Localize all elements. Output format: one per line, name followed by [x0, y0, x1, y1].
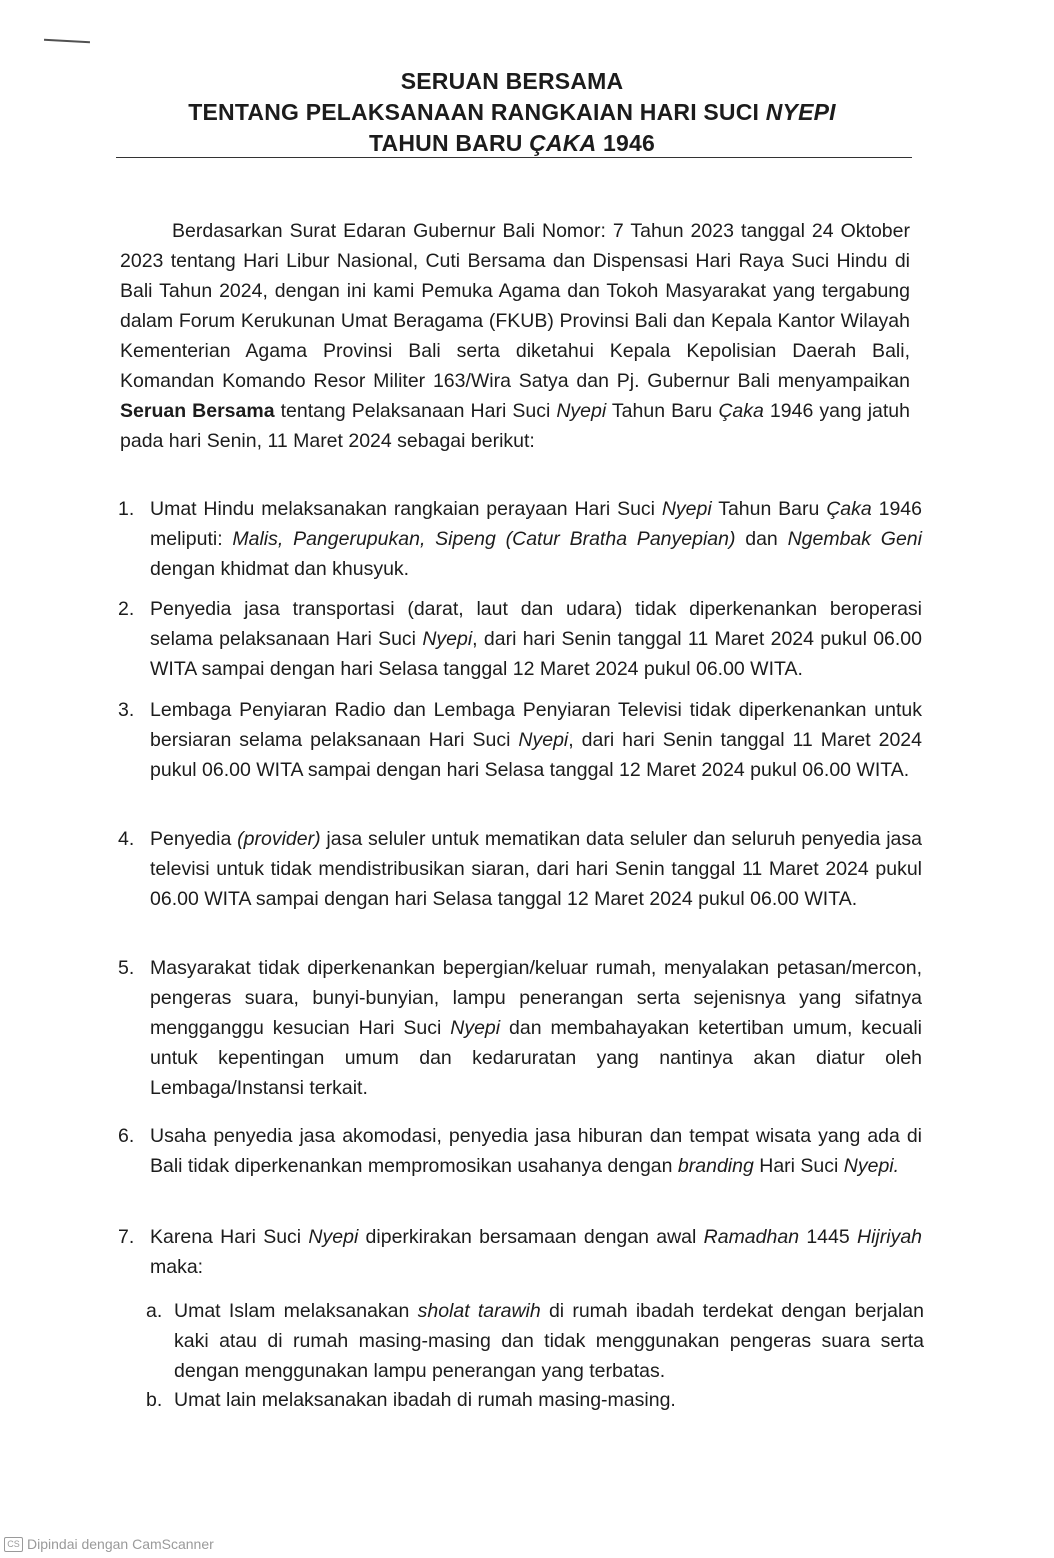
sub-item-text: Umat Islam melaksanakan sholat tarawih di rumah ibadah terdekat dengan berjalan kaki atau di rumah masing-masing dan tidak menggunakan pengeras suara serta dengan menggunakan lampu penerangan yang terbatas.: [174, 1300, 924, 1382]
title-line-3: TAHUN BARU ÇAKA 1946: [368, 130, 655, 156]
list-number: 2.: [118, 598, 135, 620]
scan-pen-mark: [44, 39, 90, 43]
list-text: Lembaga Penyiaran Radio dan Lembaga Penyiaran Televisi tidak diperkenankan untuk bersiaran selama pelaksanaan Hari Suci Nyepi, dari hari Senin tanggal 11 Maret 2024 pukul 06.00 WITA sampai dengan hari Selasa tanggal 12 Maret 2024 pukul 06.00 WITA.: [150, 699, 922, 781]
scanner-watermark: [4, 1536, 214, 1552]
list-text: Masyarakat tidak diperkenankan bepergian/keluar rumah, menyalakan petasan/mercon, pengeras suara, bunyi-bunyian, lampu penerangan serta sejenisnya yang sifatnya mengganggu kesucian Hari Suci Nyepi dan membahayakan ketertiban umum, kecuali untuk kepentingan umum dan kedaruratan yang nantinya akan diatur oleh Lembaga/Instansi terkait.: [150, 957, 922, 1099]
list-number: 3.: [118, 699, 135, 721]
list-item-5: [110, 953, 922, 1103]
list-text: Karena Hari Suci Nyepi diperkirakan bersamaan dengan awal Ramadhan 1445 Hijriyah maka:: [150, 1226, 923, 1278]
list-item-6: [110, 1121, 922, 1181]
list-text: Umat Hindu melaksanakan rangkaian perayaan Hari Suci Nyepi Tahun Baru Çaka 1946 meliputi: Malis, Pangerupukan, Sipeng (Catur Bratha Panyepian) dan Ngembak Geni dengan khidmat dan khusyuk.: [150, 498, 922, 580]
list-number: 1.: [118, 498, 135, 520]
list-text: Usaha penyedia jasa akomodasi, penyedia jasa hiburan dan tempat wisata yang ada di Bali tidak diperkenankan mempromosikan usahanya dengan branding Hari Suci Nyepi.: [150, 1125, 922, 1177]
intro-paragraph: Berdasarkan Surat Edaran Gubernur Bali Nomor: 7 Tahun 2023 tanggal 24 Oktober 2023 tentang Hari Libur Nasional, Cuti Bersama dan Dispensasi Hari Raya Suci Hindu di Bali Tahun 2024, dengan ini kami Pemuka Agama dan Tokoh Masyarakat yang tergabung dalam Forum Kerukunan Umat Beragama (FKUB) Provinsi Bali dan Kepala Kantor Wilayah Kementerian Agama Provinsi Bali serta diketahui Kepala Kepolisian Daerah Bali, Komandan Komando Resor Militer 163/Wira Satya dan Pj. Gubernur Bali menyampaikan Seruan Bersama tentang Pelaksanaan Hari Suci Nyepi Tahun Baru Çaka 1946 yang jatuh pada hari Senin, 11 Maret 2024 sebagai berikut:: [120, 220, 910, 452]
title-line-1: SERUAN BERSAMA: [400, 68, 624, 94]
list-number: 4.: [118, 828, 135, 850]
sub-item-text: Umat lain melaksanakan ibadah di rumah masing-masing.: [174, 1389, 676, 1411]
sub-item-letter: b.: [146, 1389, 163, 1411]
list-item-7: [110, 1222, 922, 1282]
title-underline: [116, 157, 912, 158]
list-item-3: [110, 695, 922, 785]
title-line-2: TENTANG PELAKSANAAN RANGKAIAN HARI SUCI NYEPI: [188, 99, 836, 125]
list-item-2: [110, 594, 922, 684]
list-number: 6.: [118, 1125, 135, 1147]
sub-item-a: [146, 1296, 924, 1386]
sub-item-b: [146, 1385, 924, 1415]
document-title: [110, 66, 914, 159]
list-item-1: [110, 494, 922, 584]
list-number: 5.: [118, 957, 135, 979]
list-number: 7.: [118, 1226, 135, 1248]
sub-item-letter: a.: [146, 1300, 163, 1322]
list-text: Penyedia (provider) jasa seluler untuk mematikan data seluler dan seluruh penyedia jasa televisi untuk tidak mendistribusikan siaran, dari hari Senin tanggal 11 Maret 2024 pukul 06.00 WITA sampai dengan hari Selasa tanggal 12 Maret 2024 pukul 06.00 WITA.: [150, 828, 923, 910]
watermark-label: Dipindai dengan CamScanner: [27, 1536, 214, 1552]
list-text: Penyedia jasa transportasi (darat, laut dan udara) tidak diperkenankan beroperasi selama pelaksanaan Hari Suci Nyepi, dari hari Senin tanggal 11 Maret 2024 pukul 06.00 WITA sampai dengan hari Selasa tanggal 12 Maret 2024 pukul 06.00 WITA.: [150, 598, 922, 680]
camscanner-icon: CS: [4, 1537, 23, 1552]
list-item-4: [110, 824, 922, 914]
